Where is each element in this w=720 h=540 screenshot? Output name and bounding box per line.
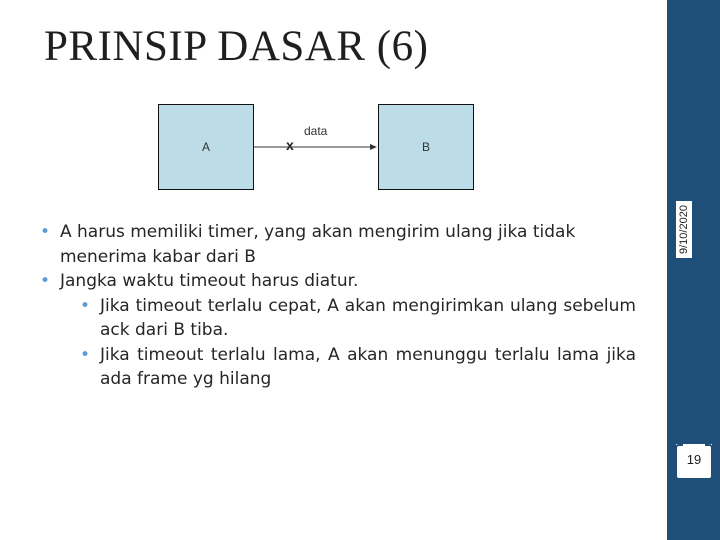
bullet-dot: •: [80, 344, 91, 365]
content: [40, 220, 636, 392]
bullet-item: [40, 269, 636, 294]
bullet-text: A harus memiliki timer, yang akan mengirim ulang jika tidak menerima kabar dari B: [60, 222, 576, 267]
node-a: [158, 104, 254, 190]
sub-bullet-text: Jika timeout terlalu cepat, A akan mengirimkan ulang sebelum ack dari B tiba.: [100, 295, 636, 340]
node-a-label: A: [201, 140, 210, 154]
node-b-label: B: [421, 140, 430, 154]
bullet-dot: •: [40, 271, 51, 291]
bullet-item: [40, 220, 636, 269]
fail-mark: x: [286, 137, 294, 153]
page-number-badge: [676, 444, 712, 478]
bracket-right: [705, 444, 713, 480]
page-number: 19: [686, 452, 702, 467]
sub-bullet-text: Jika timeout terlalu lama, A akan menunggu terlalu lama jika ada frame yg hilang: [100, 344, 636, 389]
slide-date: 9/10/2020: [676, 201, 692, 258]
bullet-dot: •: [80, 295, 91, 316]
sub-bullet-item: [80, 294, 636, 343]
bullet-text: Jangka waktu timeout harus diatur.: [60, 271, 359, 291]
slide-title: PRINSIP DASAR (6): [44, 23, 429, 70]
arrow-icon: [254, 142, 378, 152]
bullet-dot: •: [40, 222, 51, 242]
node-b: [378, 104, 474, 190]
sub-bullet-item: [80, 343, 636, 392]
diagram: [158, 104, 476, 190]
link-label: data: [304, 124, 328, 138]
